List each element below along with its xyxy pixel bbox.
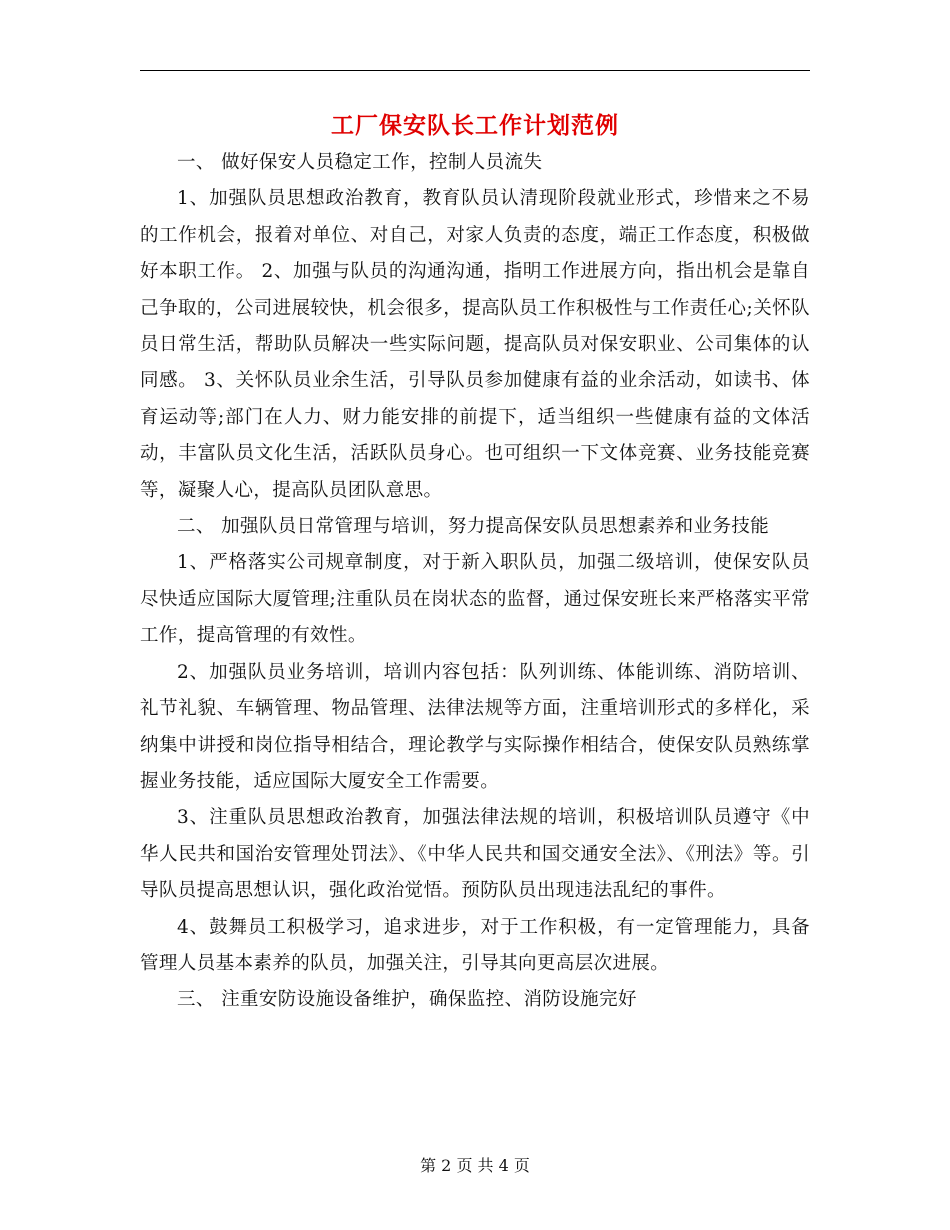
section-heading-1: 一、 做好保安人员稳定工作，控制人员流失: [177, 152, 543, 173]
paragraph-2-2: 2、加强队员业务培训，培训内容包括：队列训练、体能训练、消防培训、礼节礼貌、车辆管理、物品管理、法律法规等方面，注重培训形式的多样化，采纳集中讲授和岗位指导相结合，理论教学与实际操作相结合，使保安队员熟练掌握业务技能，适应国际大厦安全工作需要。: [140, 661, 810, 792]
header-rule: [140, 70, 810, 71]
paragraph-1: 1、加强队员思想政治教育，教育队员认清现阶段就业形式，珍惜来之不易的工作机会，报着对单位、对自己，对家人负责的态度，端正工作态度，积极做好本职工作。 2、加强与队员的沟通沟通，指明工作进展方向，指出机会是靠自己争取的，公司进展较快，机会很多，提高队员工作积极性与工作责任心;关怀队员日常生活，帮助队员解决一些实际问题，提高队员对保安职业、公司集体的认同感。 3、关怀队员业余生活，引导队员参加健康有益的业余活动，如读书、体育运动等;部门在人力、财力能安排的前提下，适当组织一些健康有益的文体活动，丰富队员文化生活，活跃队员身心。也可组织一下文体竞赛、业务技能竞赛等，凝聚人心，提高队员团队意思。: [140, 188, 810, 501]
page-number-footer: 第 2 页 共 4 页: [420, 1156, 530, 1175]
paragraph-2-3: 3、注重队员思想政治教育，加强法律法规的培训，积极培训队员遵守《中华人民共和国治安管理处罚法》、《中华人民共和国交通安全法》、《刑法》等。引导队员提高思想认识，强化政治觉悟。预防队员出现违法乱纪的事件。: [140, 807, 810, 902]
paragraph-2-4: 4、鼓舞员工积极学习，追求进步，对于工作积极，有一定管理能力，具备管理人员基本素养的队员，加强关注，引导其向更高层次进展。: [140, 916, 810, 974]
section-heading-3: 三、 注重安防设施设备维护，确保监控、消防设施完好: [177, 989, 637, 1011]
document-body: [140, 145, 810, 1019]
document-title: 工厂保安队长工作计划范例: [331, 113, 619, 139]
paragraph-2-1: 1、严格落实公司规章制度，对于新入职队员，加强二级培训，使保安队员尽快适应国际大厦管理;注重队员在岗状态的监督，通过保安班长来严格落实平常工作，提高管理的有效性。: [140, 552, 810, 647]
section-heading-2: 二、 加强队员日常管理与培训，努力提高保安队员思想素养和业务技能: [177, 516, 770, 538]
